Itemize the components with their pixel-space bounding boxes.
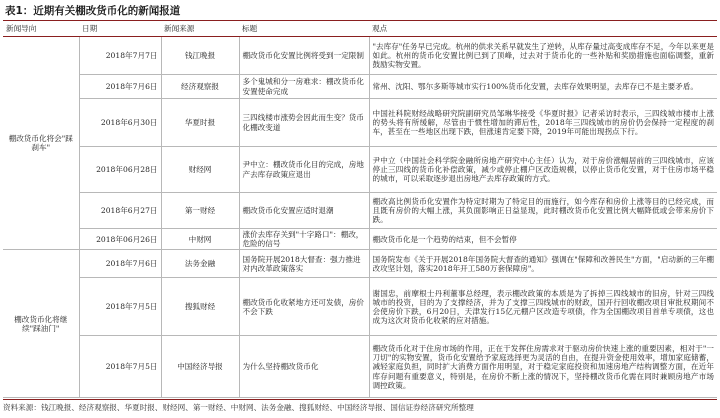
table-row [3,336,717,398]
row-source: 第一财经 [161,193,239,229]
table-title: 表1：近期有关棚改货币化的新闻报道 [5,5,181,17]
row-headline: 棚改货币化安置应适时退潮 [239,193,369,229]
table-row [3,193,717,229]
row-view: 国务院发布《关于开展2018年国务院大督查的通知》强调在"保障和改善民生"方面，"启动新的三年棚改攻坚计划，落实2018年开工580万套保障房"。 [369,250,717,278]
row-date: 2018年6月27日 [79,193,161,229]
row-source: 财经网 [161,147,239,193]
row-headline: 尹中立：棚改货币化目的完成，房地产去库存政策应退出 [239,147,369,193]
row-headline: 多个鬼城和分一房难求：棚改货币化安置使命完成 [239,75,369,99]
row-view: 棚改货币化对于住房市场的作用，正在于发挥住房需求对于驱动房价快速上涨的重要因素，相对于"一刀切"的实物安置，货币化安置给予家庭选择更为灵活的自由，在提升资金使用效率，增加家庭储蓄，减轻家庭负担，同时扩大消费方面作用明显，对于稳定家庭投资和加速房地产结构调整方面，在近年库存问题有重要意义，特别是，在房价不断上涨的情况下，坚持棚改货币化需在同时兼顾房地产市场调控政策。 [369,336,717,398]
row-date: 2018年7月6日 [79,250,161,278]
header-source: 新闻来源 [161,22,239,37]
group-label-accelerate: 棚改货币化将继续"踩油门" [3,250,79,398]
row-date: 2018年7月6日 [79,75,161,99]
header-view: 观点 [369,22,717,37]
table-row [3,147,717,193]
source-note: 资料来源：钱江晚报、经济观察报、华夏时报、财经网、第一财经、中财网、法务金融、搜狐财经、中国经济导报、国信证券经济研究所整理 [3,399,717,413]
table-row [3,99,717,147]
row-view: 中国社科院财经战略研究院副研究员邹琳华接受《华夏时报》记者采访时表示，三四线城市楼市上涨的势头将有所缓解，尽管由于惯性增加的滞后性，2018年三四线城市的房价仍会保持一定程度的刹车，甚至在一些地区出现下跌，但涨速肯定要下降，2019年可能出现拐点下行。 [369,99,717,147]
row-headline: 涨价去库存关到"十字路口"：棚改，危险的信号 [239,229,369,250]
header-orientation: 新闻导向 [3,22,79,37]
row-view: 谢国忠，前摩根士丹利董事总经理，表示棚改政策的本质是为了拆掉三四线城市的旧房，针对三四线城市的投资，目的为了支撑经济，并为了支撑三四线城市的财政，国开行回收棚改项目审批权期间不会使房价下跌，6月20日，天津发行15亿元棚户区改造专项债，作为全国棚改项目首单专项债，这也成为这次对货币化收紧的应对措施。 [369,278,717,336]
row-view: "去库存"任务早已完成。杭州的供求关系早就发生了逆转，从库存量过高变成库存不足，今年以来更是如此。杭州的货币化安置比例已到了顶峰，过去对于货币化的一些补贴和奖励措施也面临调整，重新鼓励实物安置。 [369,37,717,75]
row-source: 华夏时报 [161,99,239,147]
row-date: 2018年7月5日 [79,336,161,398]
row-source: 法务金融 [161,250,239,278]
row-headline: 棚改货币化收紧地方还可发债，房价不会下跌 [239,278,369,336]
table-row [3,37,717,75]
row-headline: 棚改货币化安置比例将受到一定限制 [239,37,369,75]
row-view: 尹中立（中国社会科学院金融所房地产研究中心主任）认为，对于房价涨幅居前的三四线城市，应该停止三四线的货币化补偿政策，减少或停止棚户区改造规模，以停止货币化安置，对于住房市场平稳的城市，可以采取逐步退出房地产去库存政策的方式。 [369,147,717,193]
row-headline: 国务院开展2018大督查：强力推进对内改革政策落实 [239,250,369,278]
table-row [3,250,717,278]
row-view: 常州、沈阳、鄂尔多斯等城市实行100%货币化安置，去库存效果明显，去库存已不是主要矛盾。 [369,75,717,99]
table-row [3,278,717,336]
row-date: 2018年06月28日 [79,147,161,193]
row-headline: 三四线楼市涨势会因此而生变？货币化棚改变道 [239,99,369,147]
row-date: 2018年7月5日 [79,278,161,336]
row-headline: 为什么坚持棚改货币化 [239,336,369,398]
news-table [3,22,717,398]
row-source: 中国经济导报 [161,336,239,398]
header-row [3,22,717,37]
row-source: 搜狐财经 [161,278,239,336]
top-rule [3,20,717,21]
row-view: 棚改货币化是一个趋势的结束，但不会暂停 [369,229,717,250]
row-date: 2018年6月30日 [79,99,161,147]
row-date: 2018年7月7日 [79,37,161,75]
row-source: 经济观察报 [161,75,239,99]
table-row [3,229,717,250]
row-source: 钱江晚报 [161,37,239,75]
header-date: 日期 [79,22,161,37]
row-source: 中财网 [161,229,239,250]
table-row [3,75,717,99]
header-headline: 标题 [239,22,369,37]
row-view: 棚改高比例货币化安置作为特定时期为了特定目的而施行，如今库存和房价上涨等目的已经完成，而且既有房价的大幅上涨，其负面影响正日益显现，此时棚改货币化安置比例大幅降低或会带来房价下跌。 [369,193,717,229]
row-date: 2018年06月26日 [79,229,161,250]
group-label-brake: 棚改货币化将会"踩刹车" [3,37,79,250]
